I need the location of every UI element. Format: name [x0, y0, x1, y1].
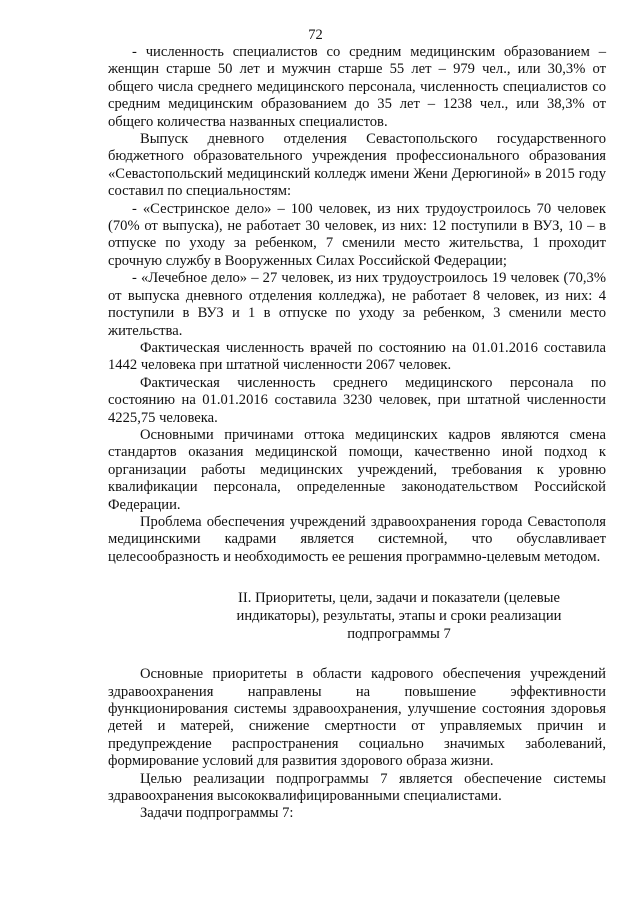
document-body [108, 44, 606, 823]
paragraph-nurse-staff-age: - численность специалистов со средним медицинским образованием – женщин старше 50 лет и мужчин старше 55 лет – 979 чел., или 30,3% от общего числа среднего медицинского персонала, численность специалистов со средним медицинским образованием до 35 лет – 1238 чел., или 38,3% от общего количества названных специалистов. [108, 44, 606, 130]
paragraph-medical-specialty: - «Лечебное дело» – 27 человек, из них трудоустроилось 19 человек (70,3% от выпуска дневного отделения колледжа), не работает 8 человек, из них: 4 поступили в ВУЗ и 1 в отпуске по уходу за ребенком, 3 сменили место жительства. [108, 270, 606, 339]
paragraph-tasks-intro: Задачи подпрограммы 7: [140, 805, 294, 822]
paragraph-priorities: Основные приоритеты в области кадрового обеспечения учреждений здравоохранения направлены на повышение эффективности функционирования системы здравоохранения, улучшение состояния здоровья детей и матерей, снижение смертности от управляемых причин и предупреждение распространения социально значимых заболеваний, формирование условий для развития здорового образа жизни. [108, 666, 606, 770]
section-heading-line-1: II. Приоритеты, цели, задачи и показатели (целевые [238, 590, 560, 607]
section-heading-line-3: подпрограммы 7 [347, 626, 451, 643]
section-heading [108, 589, 606, 643]
paragraph-problem-statement: Проблема обеспечения учреждений здравоохранения города Севастополя медицинскими кадрами является системной, что обуславливает целесообразность и необходимость ее решения программно-целевым методом. [108, 513, 606, 565]
paragraph-nursing-specialty: - «Сестринское дело» – 100 человек, из них трудоустроилось 70 человек (70% от выпуска), не работает 30 человек, из них: 12 поступили в ВУЗ, 10 – в отпуске по уходу за ребенком, 7 сменили место жительства, 1 проходит срочную службу в Вооруженных Силах Российской Федерации; [108, 200, 606, 269]
page-number: 72 [308, 27, 323, 43]
paragraph-college-graduates: Выпуск дневного отделения Севастопольского государственного бюджетного образовательного учреждения профессионального образования «Севастопольский медицинский колледж имени Жени Дерюгиной» в 2015 году составил по специальностям: [108, 131, 606, 200]
section-heading-line-2: индикаторы), результаты, этапы и сроки реализации [236, 608, 562, 625]
paragraph-doctors-count: Фактическая численность врачей по состоянию на 01.01.2016 составила 1442 человека при штатной численности 2067 человек. [108, 339, 606, 374]
paragraph-goal: Целью реализации подпрограммы 7 является обеспечение системы здравоохранения высококвалифицированными специалистами. [108, 770, 606, 805]
paragraph-outflow-reasons: Основными причинами оттока медицинских кадров являются смена стандартов оказания медицинской помощи, качественно иной подход к организации работы медицинских учреждений, требования к уровню квалификации персонала, определенные законодательством Российской Федерации. [108, 426, 606, 513]
paragraph-nurses-count: Фактическая численность среднего медицинского персонала по состоянию на 01.01.2016 составила 3230 человек, при штатной численности 4225,75 человека. [108, 374, 606, 426]
